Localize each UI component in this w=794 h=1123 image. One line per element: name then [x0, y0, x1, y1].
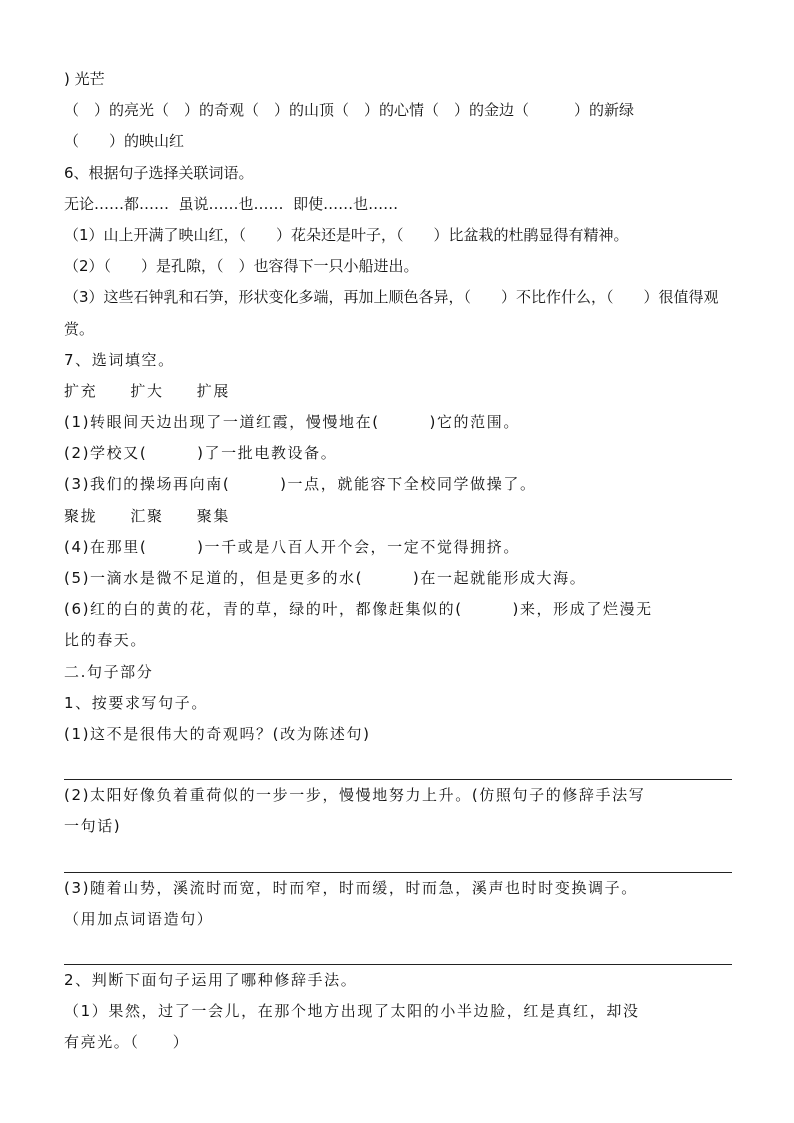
worksheet-page — [64, 64, 732, 1058]
question-6-item-3: （3）这些石钟乳和石笋，形状变化多端，再加上顺色各异，（ ）不比作什么，（ ）很值得观 — [64, 288, 719, 307]
line-guangmang: ) 光芒 — [64, 70, 105, 88]
conjunction-options: 无论……都…… 虽说……也…… 即使……也…… — [64, 194, 399, 213]
question-1-item-3: (3)随着山势，溪流时而宽，时而窄，时而缓，时而急，溪声也时时变换调子。 — [64, 878, 638, 897]
word-options-2: 聚拢 汇聚 聚集 — [64, 506, 231, 525]
question-2-heading: 2、判断下面句子运用了哪种修辞手法。 — [64, 970, 358, 989]
question-1-item-2: (2)太阳好像负着重荷似的一步一步，慢慢地努力上升。(仿照句子的修辞手法写 — [64, 786, 646, 805]
question-7-item-5: (5)一滴水是微不足道的，但是更多的水( )在一起就能形成大海。 — [64, 569, 587, 587]
line-yingshanhong: （ ）的映山红 — [64, 132, 185, 151]
word-options-1: 扩充 扩大 扩展 — [64, 381, 231, 400]
question-2-item-1-cont: 有亮光。（ ） — [64, 1033, 190, 1052]
question-1-item-1: (1)这不是很伟大的奇观吗？(改为陈述句) — [64, 724, 371, 743]
section-2-heading: 二.句子部分 — [64, 662, 154, 681]
answer-line-2[interactable] — [64, 843, 732, 873]
question-1-item-3-cont: （用加点词语造句） — [64, 909, 214, 928]
line-fill-phrases: （ ）的亮光（ ）的奇观（ ）的山顶（ ）的心情（ ）的金边（ ）的新绿 — [64, 101, 635, 120]
question-6-item-1: （1）山上开满了映山红，（ ）花朵还是叶子，（ ）比盆栽的杜鹃显得有精神。 — [64, 225, 629, 244]
question-6-item-2: （2）（ ）是孔隙，（ ）也容得下一只小船进出。 — [64, 257, 419, 276]
question-7-item-2: (2)学校又( )了一批电教设备。 — [64, 444, 338, 463]
question-7-item-4: (4)在那里( )一千或是八百人开个会，一定不觉得拥挤。 — [64, 537, 520, 556]
question-6-heading: 6、根据句子选择关联词语。 — [64, 163, 254, 182]
question-7-heading: 7、选词填空。 — [64, 350, 175, 369]
answer-line-3[interactable] — [64, 935, 732, 965]
question-1-heading: 1、按要求写句子。 — [64, 693, 208, 712]
question-7-item-6: (6)红的白的黄的花，青的草，绿的叶，都像赶集似的( )来，形成了烂漫无 — [64, 600, 653, 619]
question-7-item-6-cont: 比的春天。 — [64, 631, 148, 650]
question-2-item-1: （1）果然，过了一会儿，在那个地方出现了太阳的小半边脸，红是真红，却没 — [64, 1002, 640, 1021]
question-1-item-2-cont: 一句话) — [64, 817, 122, 836]
question-7-item-1: (1)转眼间天边出现了一道红霞，慢慢地在( )它的范围。 — [64, 413, 520, 432]
question-7-item-3: (3)我们的操场再向南( )一点，就能容下全校同学做操了。 — [64, 475, 537, 494]
question-6-item-3-cont: 赏。 — [64, 319, 95, 338]
answer-line-1[interactable] — [64, 750, 732, 780]
